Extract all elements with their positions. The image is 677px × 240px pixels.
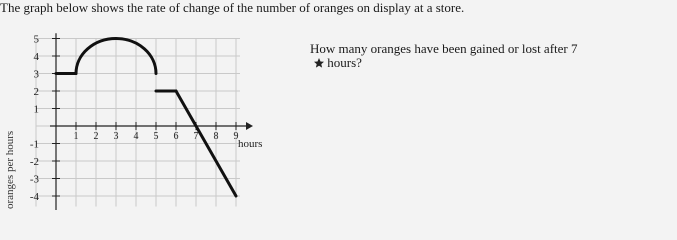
x-tick-label: 9: [233, 131, 239, 142]
x-tick-label: 1: [73, 131, 79, 142]
y-tick-label: -2: [29, 156, 39, 168]
question-line-2: hours?: [327, 55, 362, 70]
star-icon: [314, 58, 324, 68]
x-tick-label: 8: [213, 131, 219, 142]
graph-grid: [33, 39, 240, 207]
y-tick-label: -3: [29, 173, 39, 186]
y-tick-label: -4: [29, 191, 39, 203]
rate-curve: [56, 38, 236, 196]
y-tick-label: -1: [29, 138, 39, 151]
x-tick-label: 4: [133, 131, 139, 142]
x-tick-label: 6: [173, 131, 179, 142]
x-tick-label: 7: [193, 131, 199, 142]
question-line-1: How many oranges have been gained or lost after 7: [310, 41, 578, 56]
side-question: [310, 42, 650, 70]
y-axis-label: oranges per hours: [4, 130, 16, 209]
x-axis-arrow: [246, 122, 253, 130]
graph-ticks: [30, 34, 239, 204]
x-tick-label: 3: [113, 131, 119, 142]
y-tick-label: 3: [33, 68, 39, 81]
x-tick-label: 2: [93, 131, 99, 142]
question-prompt: The graph below shows the rate of change of the number of oranges on display at a store.: [0, 0, 465, 15]
y-tick-label: 2: [33, 86, 39, 98]
y-tick-label: 4: [33, 51, 39, 63]
y-tick-label: 1: [33, 103, 39, 116]
x-tick-label: 5: [153, 131, 159, 142]
y-tick-label: 5: [33, 33, 39, 46]
x-axis-label: hours: [238, 138, 263, 150]
